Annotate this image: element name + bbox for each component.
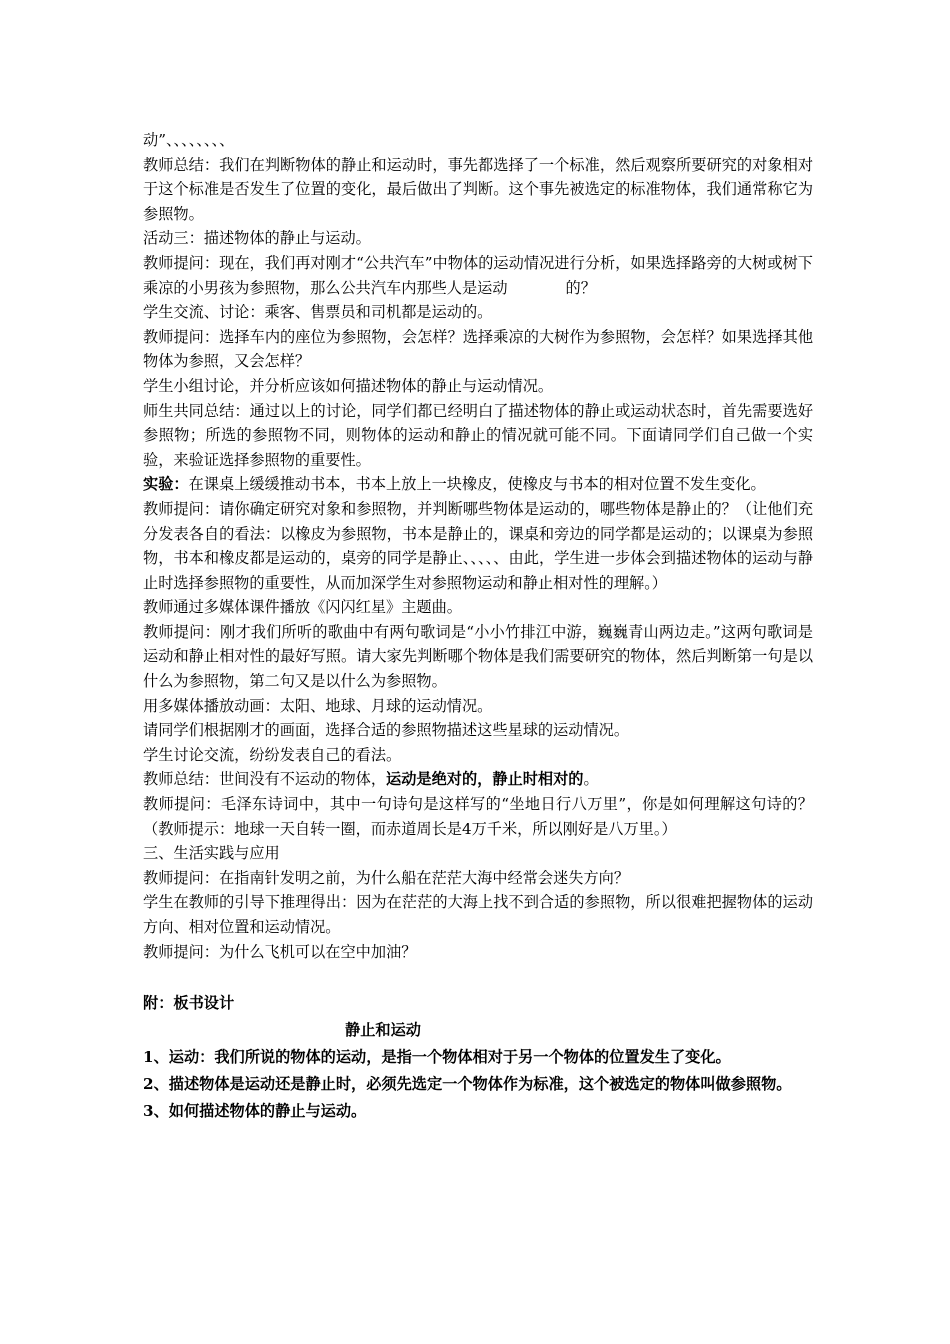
paragraph-teacher-question-compass: 教师提问：在指南针发明之前，为什么船在茫茫大海中经常会迷失方向？ (143, 868, 629, 887)
paragraph-experiment (143, 472, 813, 497)
summary-emphasis: 运动是绝对的，静止时相对的 (386, 770, 584, 789)
paragraph-student-discussion: 学生交流、讨论：乘客、售票员和司机都是运动的。 (143, 303, 493, 322)
paragraph-group-discussion: 学生小组讨论，并分析应该如何描述物体的静止与运动情况。 (143, 376, 554, 395)
document-page (143, 128, 813, 1125)
paragraph-describe-planets: 请同学们根据刚才的画面，选择合适的参照物描述这些星球的运动情况。 (143, 721, 629, 740)
paragraph-teacher-question-bus (143, 251, 813, 300)
paragraph-student-reasoning: 学生在教师的引导下推理得出：因为在茫茫的大海上找不到合适的参照物，所以很难把握物体的运动方向、相对位置和运动情况。 (143, 893, 813, 936)
board-item: 2、描述物体是运动还是静止时，必须先选定一个物体作为标准，这个被选定的物体叫做参照物。 (143, 1075, 792, 1094)
board-item: 1、运动：我们所说的物体的运动，是指一个物体相对于另一个物体的位置发生了变化。 (143, 1048, 731, 1067)
paragraph-continuation: 动”、、、、、、、、 (143, 131, 235, 149)
text-bus-question-end: 的？ (565, 278, 596, 297)
paragraph-teacher-question-lyrics: 教师提问：刚才我们所听的歌曲中有两句歌词是“小小竹排江中游，巍巍青山两边走。”这两句歌词是运动和静止相对性的最好写照。请大家先判断哪个物体是我们需要研究的物体，然后判断第一句是以什么为参照物，第二句又是以什么为参照物。 (143, 622, 813, 691)
board-design-heading: 附：板书设计 (143, 994, 235, 1013)
paragraph-animation: 用多媒体播放动画：太阳、地球、月球的运动情况。 (143, 696, 493, 715)
paragraph-teacher-question-experiment: 教师提问：请你确定研究对象和参照物，并判断哪些物体是运动的，哪些物体是静止的？（让他们充分发表各自的看法：以橡皮为参照物，书本是静止的，课桌和旁边的同学都是运动的；以课桌为参照物，书本和橡皮都是运动的，桌旁的同学是静止、、、、、由此，学生进一步体会到描述物体的运动与静止时选择参照物的重要性，从而加深学生对参照物运动和静止相对性的理解。） (143, 499, 813, 592)
summary-intro: 教师总结：世间没有不运动的物体， (143, 770, 386, 789)
experiment-label: 实验： (143, 475, 189, 494)
paragraph-teacher-question-poem: 教师提问：毛泽东诗词中，其中一句诗句是这样写的“坐地日行八万里”，你是如何理解这句诗的？（教师提示：地球一天自转一圈，而赤道周长是4万千米，所以刚好是八万里。） (143, 795, 813, 838)
paragraph-joint-summary: 师生共同总结：通过以上的讨论，同学们都已经明白了描述物体的静止或运动状态时，首先需要选好参照物；所选的参照物不同，则物体的运动和静止的情况就可能不同。下面请同学们自己做一个实验，来验证选择参照物的重要性。 (143, 401, 813, 469)
paragraph-teacher-question-seat: 教师提问：选择车内的座位为参照物，会怎样？选择乘凉的大树作为参照物，会怎样？如果选择其他物体为参照，又会怎样？ (143, 327, 813, 371)
board-item: 3、如何描述物体的静止与运动。 (143, 1102, 367, 1121)
board-title: 静止和运动 (345, 1021, 421, 1040)
summary-end: 。 (583, 770, 599, 789)
paragraph-teacher-summary-relativity (143, 767, 813, 792)
paragraph-teacher-summary-reference: 教师总结：我们在判断物体的静止和运动时，事先都选择了一个标准，然后观察所要研究的对象相对于这个标准是否发生了位置的变化，最后做出了判断。这个事先被选定的标准物体，我们通常称它为参照物。 (143, 155, 813, 223)
text-bus-question: 教师提问：现在，我们再对刚才“公共汽车”中物体的运动情况进行分析，如果选择路旁的大树或树下乘凉的小男孩为参照物，那么公共汽车内那些人是运动 (143, 253, 813, 297)
section-heading-practice: 三、生活实践与应用 (143, 844, 280, 863)
paragraph-teacher-question-refuel: 教师提问：为什么飞机可以在空中加油？ (143, 942, 417, 961)
experiment-text: 在课桌上缓缓推动书本，书本上放上一块橡皮，使橡皮与书本的相对位置不发生变化。 (188, 475, 766, 494)
spacer (143, 964, 813, 990)
paragraph-song-playback: 教师通过多媒体课件播放《闪闪红星》主题曲。 (143, 598, 462, 617)
paragraph-student-views: 学生讨论交流，纷纷发表自己的看法。 (143, 745, 402, 764)
paragraph-activity-three: 活动三：描述物体的静止与运动。 (143, 229, 371, 248)
